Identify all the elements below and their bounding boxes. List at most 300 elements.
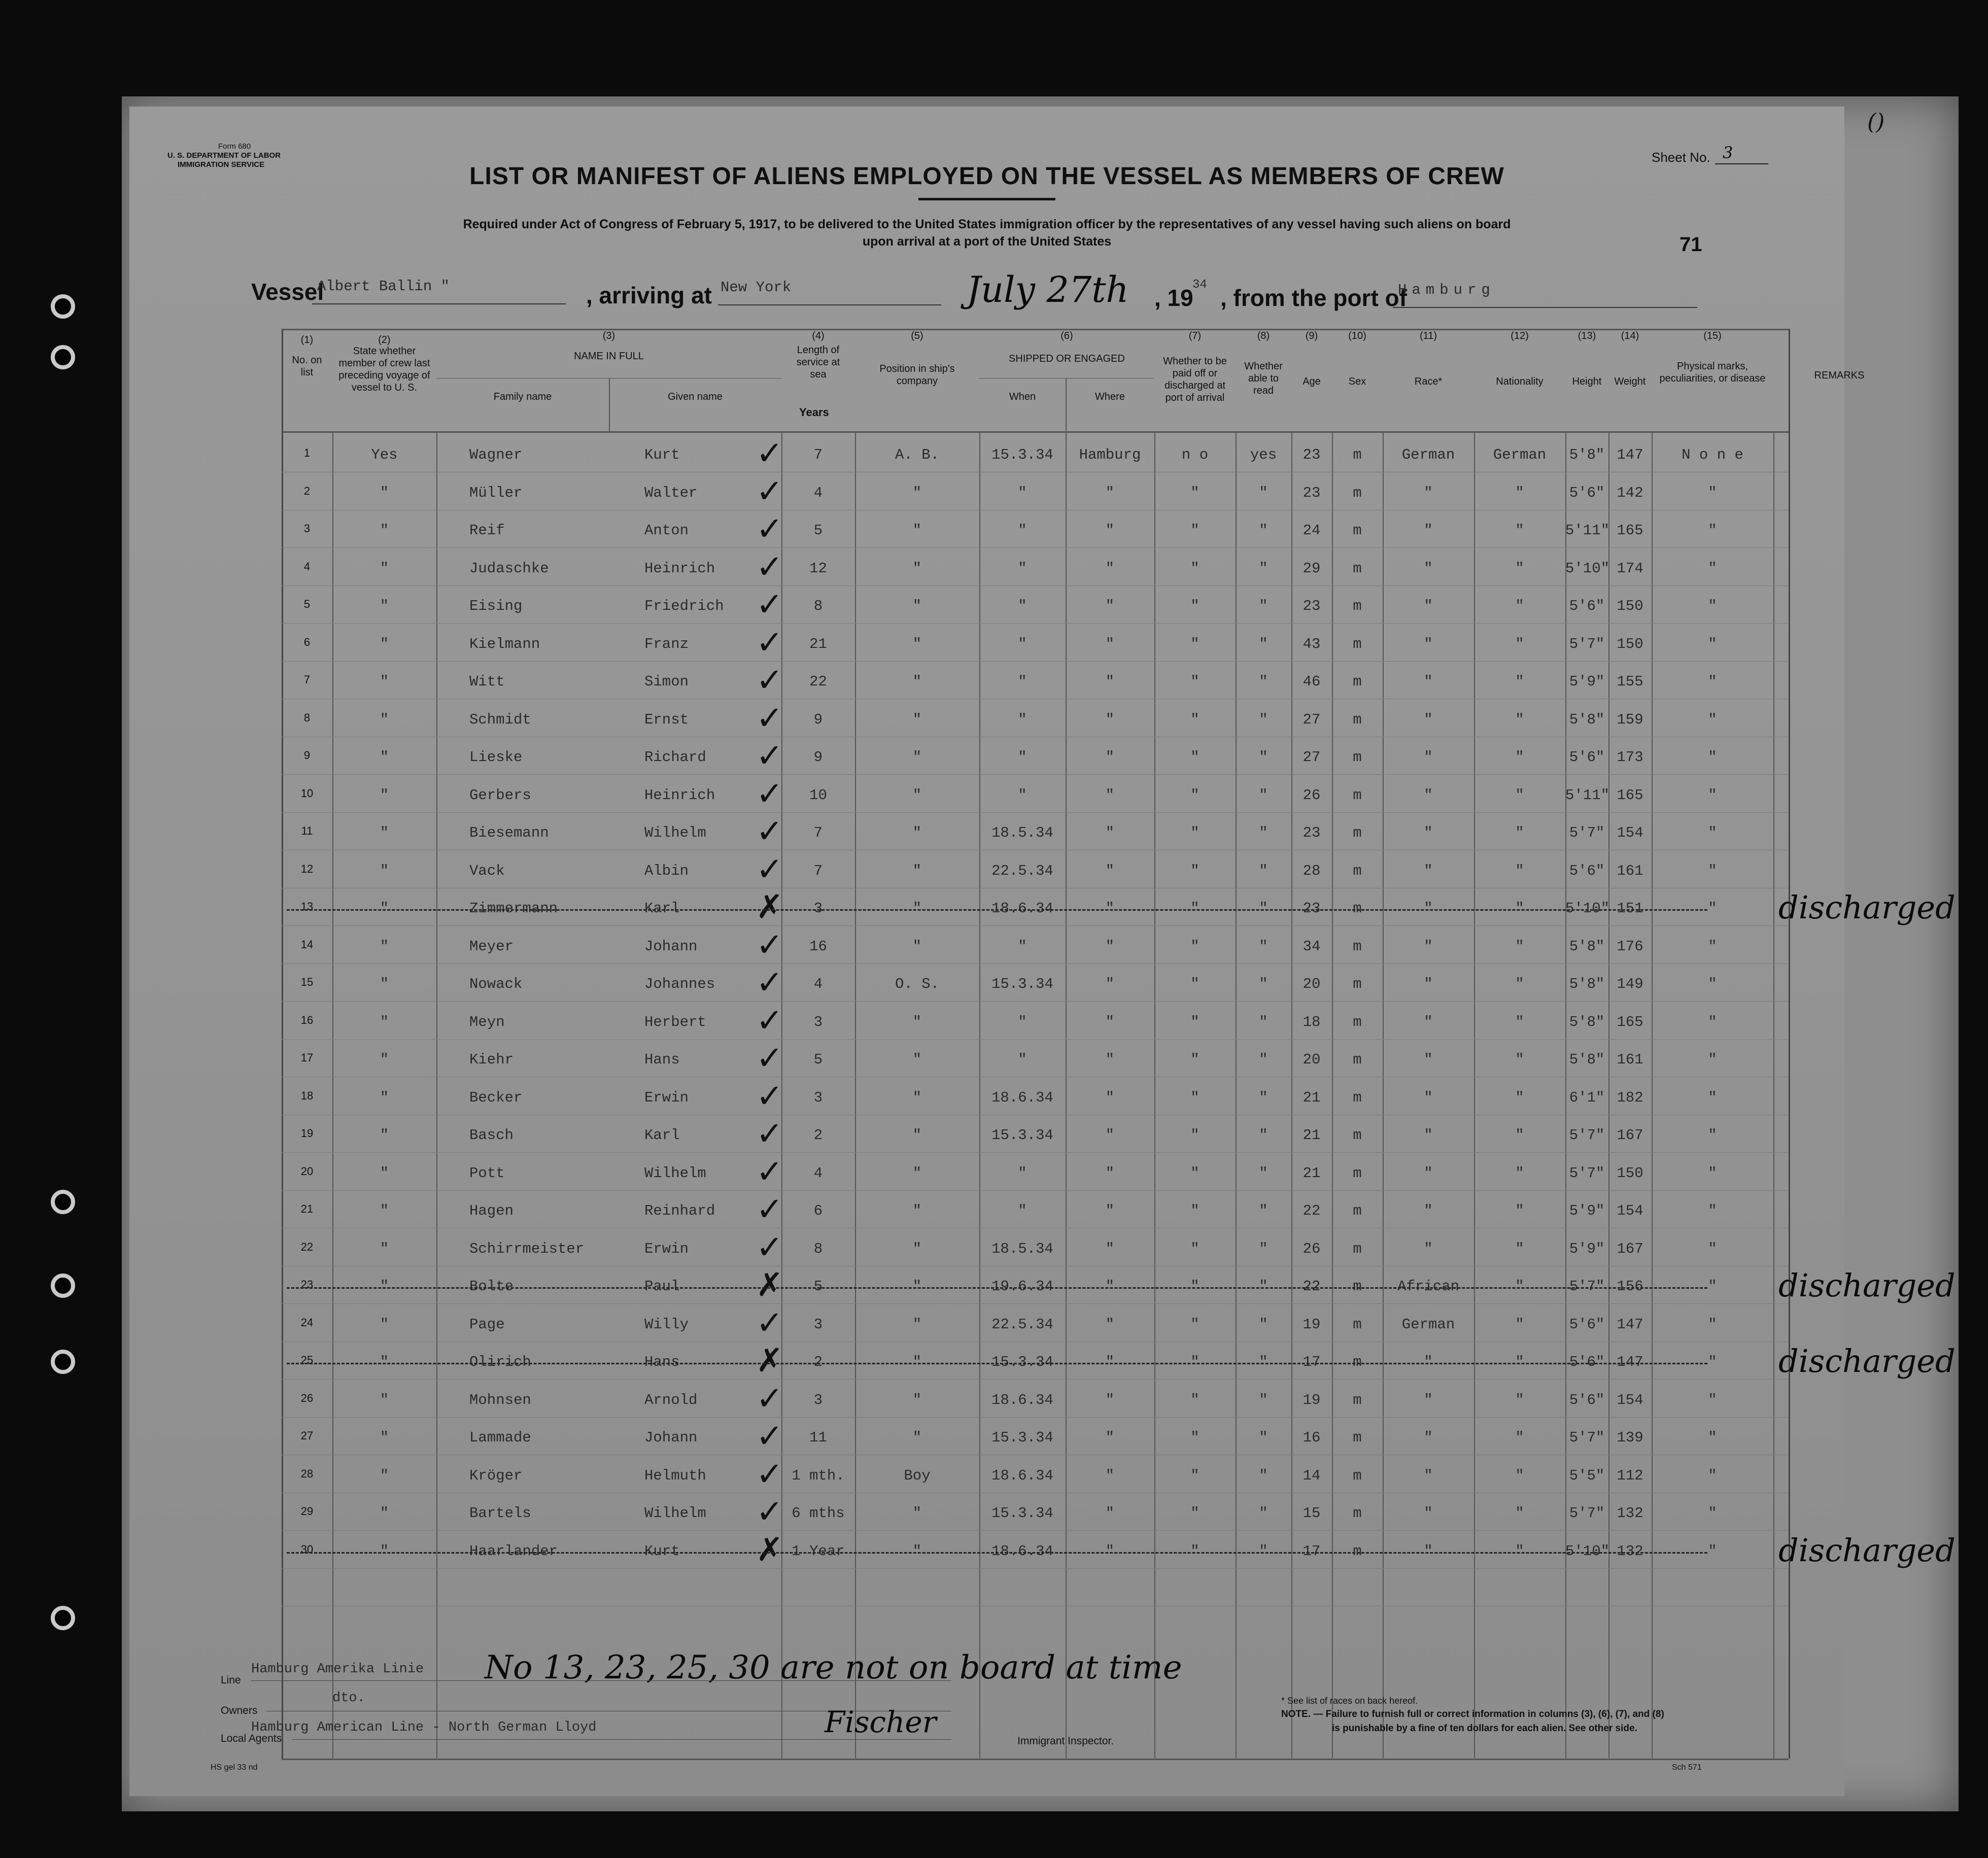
cell-read: yes: [1250, 446, 1277, 463]
cell-read: ": [1259, 522, 1268, 539]
cell-nat: ": [1515, 1278, 1524, 1295]
cell-wt: 149: [1617, 976, 1643, 992]
cell-age: 27: [1303, 711, 1321, 728]
cell-where: ": [1105, 824, 1115, 841]
cell-prev: ": [380, 976, 389, 992]
check-mark: ✓: [756, 1153, 783, 1191]
col2-number: (2): [378, 334, 391, 346]
cell-yrs: 4: [813, 1165, 823, 1182]
cell-prev: ": [380, 1392, 389, 1408]
cell-when: 15.3.34: [991, 976, 1053, 992]
cell-ht: 5'11": [1565, 522, 1610, 539]
cell-ht: 5'6": [1569, 1354, 1605, 1370]
check-mark: ✓: [756, 473, 783, 510]
cell-no: 15: [300, 976, 314, 988]
cell-given: Arnold: [644, 1392, 698, 1408]
check-mark: ✓: [756, 1115, 783, 1153]
cell-no: 4: [303, 560, 311, 573]
penalty-note-2: is punishable by a fine of ten dollars for each alien. See other side.: [1332, 1723, 1637, 1734]
cell-given: Simon: [644, 673, 689, 690]
cell-age: 23: [1303, 446, 1321, 463]
cell-nat: ": [1515, 787, 1524, 804]
cell-ht: 5'8": [1569, 1051, 1605, 1068]
cell-where: ": [1105, 1165, 1115, 1182]
cell-no: 12: [300, 863, 314, 875]
col9-number: (9): [1305, 330, 1318, 341]
cell-read: ": [1259, 1202, 1268, 1219]
cell-marks: ": [1708, 1127, 1717, 1144]
row-guide-line: [282, 1379, 1789, 1380]
cell-prev: ": [380, 636, 389, 652]
cell-nat: ": [1515, 900, 1524, 917]
cell-ht: 5'8": [1569, 446, 1605, 463]
cell-paid: ": [1190, 1051, 1199, 1068]
cell-no: 2: [303, 485, 311, 497]
cell-pos: ": [912, 560, 922, 577]
cell-no: 11: [301, 824, 313, 837]
cell-age: 29: [1303, 560, 1321, 577]
cell-age: 22: [1303, 1202, 1321, 1219]
row-guide-line: [282, 1190, 1789, 1191]
cell-yrs: 22: [809, 673, 827, 690]
service-name: IMMIGRATION SERVICE: [178, 160, 265, 169]
check-mark: ✓: [756, 1456, 783, 1493]
remark-discharged: discharged: [1778, 1343, 1956, 1380]
cell-family: Lieske: [469, 749, 523, 766]
cell-pos: A. B.: [895, 446, 939, 463]
cell-where: ": [1105, 1127, 1115, 1144]
cell-marks: ": [1708, 673, 1717, 690]
cell-given: Hans: [644, 1354, 680, 1370]
cell-when: 22.5.34: [991, 863, 1053, 879]
cell-family: Wagner: [469, 446, 523, 463]
cell-read: ": [1259, 1278, 1268, 1295]
cell-wt: 112: [1617, 1467, 1643, 1484]
cell-age: 43: [1303, 636, 1321, 652]
cell-prev: ": [380, 1165, 389, 1182]
cell-ht: 5'7": [1569, 1127, 1605, 1144]
cell-age: 24: [1303, 522, 1321, 539]
cell-race: ": [1424, 711, 1433, 728]
cell-given: Wilhelm: [644, 1165, 706, 1182]
cell-family: Bolte: [469, 1278, 514, 1295]
cell-paid: ": [1190, 1543, 1199, 1560]
struck-mark: ✗: [756, 1266, 783, 1304]
cell-ht: 5'6": [1569, 749, 1605, 766]
check-mark: ✓: [756, 586, 783, 624]
cell-prev: ": [380, 1278, 389, 1295]
cell-read: ": [1259, 1429, 1268, 1446]
cell-where: Hamburg: [1079, 446, 1141, 463]
cell-paid: ": [1190, 485, 1199, 501]
cell-age: 20: [1303, 1051, 1321, 1068]
cell-when: 15.3.34: [991, 1354, 1053, 1370]
col-header-length-of-service: Length of service at sea: [796, 345, 840, 380]
cell-family: Judaschke: [469, 560, 549, 577]
cell-yrs: 2: [813, 1127, 823, 1144]
cell-race: ": [1424, 636, 1433, 652]
cell-prev: ": [380, 900, 389, 917]
cell-ht: 5'7": [1569, 1505, 1605, 1522]
cell-age: 23: [1303, 485, 1321, 501]
cell-pos: ": [912, 598, 922, 614]
cell-no: 26: [300, 1392, 314, 1404]
cell-sex: m: [1353, 1392, 1362, 1408]
cell-race: ": [1424, 749, 1433, 766]
cell-nat: ": [1515, 673, 1524, 690]
cell-paid: ": [1190, 560, 1199, 577]
cell-family: Pott: [469, 1165, 505, 1182]
binder-ring-hole: [51, 294, 75, 319]
cell-age: 26: [1303, 1241, 1321, 1257]
cell-where: ": [1105, 900, 1115, 917]
cell-yrs: 16: [809, 938, 827, 955]
cell-ht: 5'10": [1565, 1543, 1610, 1560]
inspector-label: Immigrant Inspector.: [1017, 1735, 1114, 1747]
col-header-sex: Sex: [1348, 376, 1366, 387]
cell-yrs: 9: [813, 711, 823, 728]
cell-no: 13: [300, 900, 314, 913]
cell-no: 21: [300, 1202, 314, 1215]
cell-no: 9: [303, 749, 311, 762]
cell-family: Reif: [469, 522, 505, 539]
cell-no: 17: [300, 1051, 314, 1064]
row-guide-line: [282, 1039, 1789, 1040]
cell-race: African: [1397, 1278, 1459, 1295]
cell-nat: ": [1515, 522, 1524, 539]
cell-no: 27: [300, 1429, 314, 1442]
cell-where: ": [1105, 485, 1115, 501]
cell-where: ": [1105, 522, 1115, 539]
col3-number: (3): [602, 330, 615, 341]
cell-where: ": [1105, 1089, 1115, 1106]
cell-wt: 132: [1617, 1505, 1643, 1522]
cell-given: Herbert: [644, 1014, 706, 1030]
cell-pos: ": [912, 711, 922, 728]
cell-when: ": [1018, 938, 1027, 955]
cell-wt: 165: [1617, 1014, 1643, 1030]
col15-number: (15): [1703, 330, 1722, 341]
check-mark: ✓: [756, 737, 783, 775]
cell-when: 22.5.34: [991, 1316, 1053, 1333]
check-mark: ✓: [756, 775, 783, 813]
cell-sex: m: [1353, 1127, 1362, 1144]
cell-read: ": [1259, 636, 1268, 652]
cell-read: ": [1259, 598, 1268, 614]
col-header-weight: Weight: [1614, 376, 1646, 387]
cell-nat: ": [1515, 976, 1524, 992]
cell-when: 15.3.34: [991, 446, 1053, 463]
cell-prev: ": [380, 1127, 389, 1144]
cell-marks: ": [1708, 1429, 1717, 1446]
col5-number: (5): [911, 330, 923, 341]
cell-given: Kurt: [644, 1543, 680, 1560]
cell-wt: 147: [1617, 1316, 1643, 1333]
cell-where: ": [1105, 673, 1115, 690]
cell-read: ": [1259, 1543, 1268, 1560]
cell-sex: m: [1353, 1089, 1362, 1106]
table-header-rule: [282, 431, 1789, 433]
cell-race: ": [1424, 938, 1433, 955]
cell-race: ": [1424, 1127, 1433, 1144]
year-suffix: 34: [1192, 278, 1207, 292]
check-mark: ✓: [756, 700, 783, 737]
cell-no: 24: [300, 1316, 314, 1329]
cell-sex: m: [1353, 1543, 1362, 1560]
cell-read: ": [1259, 560, 1268, 577]
sheet-number-line: [1715, 163, 1768, 164]
cell-paid: ": [1190, 1505, 1199, 1522]
cell-age: 23: [1303, 824, 1321, 841]
cell-given: Heinrich: [644, 560, 715, 577]
cell-no: 20: [300, 1165, 314, 1178]
col-header-when: When: [1009, 391, 1036, 402]
cell-no: 1: [303, 446, 311, 459]
check-mark: ✓: [756, 1380, 783, 1418]
cell-yrs: 7: [813, 824, 823, 841]
cell-yrs: 3: [813, 900, 823, 917]
cell-prev: ": [380, 485, 389, 501]
cell-where: ": [1105, 976, 1115, 992]
cell-nat: ": [1515, 1051, 1524, 1068]
cell-wt: 154: [1617, 824, 1643, 841]
cell-family: Schmidt: [469, 711, 531, 728]
cell-age: 46: [1303, 673, 1321, 690]
cell-wt: 165: [1617, 787, 1643, 804]
cell-when: 18.6.34: [991, 1543, 1053, 1560]
cell-no: 25: [300, 1354, 314, 1366]
cell-nat: ": [1515, 1014, 1524, 1030]
cell-given: Ernst: [644, 711, 689, 728]
cell-pos: ": [912, 673, 922, 690]
cell-when: ": [1018, 711, 1027, 728]
cell-where: ": [1105, 1392, 1115, 1408]
cell-pos: ": [912, 1014, 922, 1030]
binder-ring-hole: [51, 1606, 75, 1630]
cell-read: ": [1259, 824, 1268, 841]
col-header-no-on-list: No. on list: [292, 355, 322, 378]
cell-race: ": [1424, 485, 1433, 501]
cell-read: ": [1259, 1089, 1268, 1106]
cell-ht: 5'6": [1569, 598, 1605, 614]
check-mark: ✓: [756, 1418, 783, 1455]
col-header-position: Position in ship's company: [879, 363, 955, 387]
cell-pos: ": [912, 1127, 922, 1144]
cell-given: Albin: [644, 863, 689, 879]
cell-race: ": [1424, 976, 1433, 992]
cell-when: ": [1018, 598, 1027, 614]
cell-yrs: 4: [813, 485, 823, 501]
cell-pos: ": [912, 485, 922, 501]
remark-discharged: discharged: [1778, 1532, 1956, 1569]
cell-nat: ": [1515, 1241, 1524, 1257]
cell-read: ": [1259, 1392, 1268, 1408]
cell-nat: ": [1515, 1429, 1524, 1446]
cell-yrs: 10: [809, 787, 827, 804]
cell-where: ": [1105, 938, 1115, 955]
cell-where: ": [1105, 863, 1115, 879]
cell-yrs: 5: [813, 1051, 823, 1068]
cell-given: Hans: [644, 1051, 680, 1068]
penalty-note-1: NOTE. — Failure to furnish full or correct information in columns (3), (6), (7), and (8): [1281, 1709, 1664, 1719]
cell-age: 18: [1303, 1014, 1321, 1030]
cell-yrs: 21: [809, 636, 827, 652]
cell-given: Wilhelm: [644, 1505, 706, 1522]
struck-mark: ✗: [756, 888, 783, 926]
cell-age: 34: [1303, 938, 1321, 955]
cell-ht: 5'6": [1569, 485, 1605, 501]
cell-marks: ": [1708, 1392, 1717, 1408]
form-subtitle-2: upon arrival at a port of the United States: [862, 234, 1112, 249]
cell-when: ": [1018, 1202, 1027, 1219]
cell-race: ": [1424, 1014, 1433, 1030]
cell-ht: 5'8": [1569, 938, 1605, 955]
cell-paid: ": [1190, 1241, 1199, 1257]
cell-read: ": [1259, 673, 1268, 690]
vessel-name: Albert Ballin ": [317, 278, 450, 295]
cell-where: ": [1105, 711, 1115, 728]
cell-age: 23: [1303, 598, 1321, 614]
cell-marks: ": [1708, 900, 1717, 917]
cell-when: ": [1018, 787, 1027, 804]
cell-paid: ": [1190, 1316, 1199, 1333]
cell-paid: ": [1190, 900, 1199, 917]
cell-race: ": [1424, 863, 1433, 879]
cell-no: 29: [300, 1505, 314, 1518]
arrival-date: July 27th: [967, 269, 1129, 311]
cell-race: ": [1424, 1392, 1433, 1408]
cell-given: Helmuth: [644, 1467, 706, 1484]
cell-wt: 147: [1617, 446, 1643, 463]
cell-ht: 5'7": [1569, 824, 1605, 841]
cell-marks: ": [1708, 787, 1717, 804]
cell-nat: ": [1515, 938, 1524, 955]
cell-family: Haarlander: [469, 1543, 558, 1560]
cell-where: ": [1105, 636, 1115, 652]
cell-where: ": [1105, 1467, 1115, 1484]
col-header-physical-marks: Physical marks, peculiarities, or disease: [1659, 361, 1766, 384]
col14-number: (14): [1621, 330, 1639, 341]
manifest-page: [129, 107, 1956, 1796]
col12-number: (12): [1511, 330, 1529, 341]
cell-pos: ": [912, 636, 922, 652]
cell-nat: German: [1493, 446, 1547, 463]
cell-where: ": [1105, 1543, 1115, 1560]
row-guide-line: [282, 925, 1789, 926]
cell-yrs: 5: [813, 522, 823, 539]
cell-sex: m: [1353, 1165, 1362, 1182]
cell-family: Olirich: [469, 1354, 531, 1370]
cell-paid: n o: [1181, 446, 1209, 463]
cell-paid: ": [1190, 1467, 1199, 1484]
cell-prev: ": [380, 824, 389, 841]
cell-race: ": [1424, 1505, 1433, 1522]
cell-where: ": [1105, 749, 1115, 766]
cell-nat: ": [1515, 1467, 1524, 1484]
cell-marks: ": [1708, 560, 1717, 577]
cell-when: ": [1018, 673, 1027, 690]
cell-read: ": [1259, 1316, 1268, 1333]
name-subcolumn-rule: [609, 378, 610, 431]
check-mark: ✓: [756, 813, 783, 850]
col-header-height: Height: [1572, 376, 1602, 387]
binder-ring-hole: [51, 1190, 75, 1214]
cell-no: 18: [300, 1089, 314, 1102]
cell-read: ": [1259, 1241, 1268, 1257]
cell-marks: ": [1708, 1089, 1717, 1106]
local-agents-value: Hamburg American Line - North German Lloyd: [251, 1720, 597, 1735]
row-guide-line: [282, 1303, 1789, 1304]
col11-number: (11): [1419, 330, 1437, 341]
cell-nat: ": [1515, 824, 1524, 841]
col-header-family-name: Family name: [493, 391, 552, 402]
cell-pos: ": [912, 1505, 922, 1522]
cell-ht: 5'6": [1569, 1392, 1605, 1408]
cell-family: Basch: [469, 1127, 514, 1144]
cell-read: ": [1259, 938, 1268, 955]
sheet-number: 3: [1723, 143, 1733, 162]
check-mark: ✓: [756, 851, 783, 888]
struck-mark: ✗: [756, 1531, 783, 1569]
cell-yrs: 3: [813, 1316, 823, 1333]
cell-no: 8: [303, 711, 311, 724]
check-mark: ✓: [756, 662, 783, 699]
cell-pos: ": [912, 863, 922, 879]
cell-given: Willy: [644, 1316, 689, 1333]
cell-marks: ": [1708, 1202, 1717, 1219]
strike-through-line: [287, 1552, 1707, 1554]
cell-where: ": [1105, 1278, 1115, 1295]
cell-pos: ": [912, 1165, 922, 1182]
cell-paid: ": [1190, 673, 1199, 690]
cell-ht: 5'10": [1565, 900, 1610, 917]
cell-paid: ": [1190, 824, 1199, 841]
cell-prev: ": [380, 1316, 389, 1333]
cell-race: ": [1424, 1543, 1433, 1560]
departure-port: Hamburg: [1398, 282, 1495, 298]
cell-nat: ": [1515, 485, 1524, 501]
cell-family: Eising: [469, 598, 523, 614]
cell-yrs: 4: [813, 976, 823, 992]
cell-no: 3: [303, 522, 311, 535]
col-header-given-name: Given name: [668, 391, 723, 402]
strike-through-line: [287, 909, 1707, 911]
inspector-signature: Fischer: [825, 1705, 937, 1739]
cell-ht: 5'6": [1569, 1316, 1605, 1333]
cell-given: Johannes: [644, 976, 715, 992]
cell-sex: m: [1353, 938, 1362, 955]
check-mark: ✓: [756, 548, 783, 586]
cell-prev: ": [380, 749, 389, 766]
line-label: Line: [221, 1674, 241, 1686]
cell-pos: ": [912, 1316, 922, 1333]
cell-age: 28: [1303, 863, 1321, 879]
col-header-years-unit: Years: [799, 406, 829, 419]
cell-family: Lammade: [469, 1429, 531, 1446]
row-guide-line: [282, 1568, 1789, 1569]
cell-nat: ": [1515, 636, 1524, 652]
cell-no: 6: [303, 636, 311, 648]
cell-yrs: 2: [813, 1354, 823, 1370]
cell-when: 19.6.34: [991, 1278, 1053, 1295]
cell-nat: ": [1515, 1543, 1524, 1560]
cell-read: ": [1259, 1051, 1268, 1068]
cell-read: ": [1259, 787, 1268, 804]
cell-wt: 167: [1617, 1127, 1643, 1144]
cell-race: ": [1424, 673, 1433, 690]
cell-where: ": [1105, 1316, 1115, 1333]
cell-when: 18.6.34: [991, 1467, 1053, 1484]
